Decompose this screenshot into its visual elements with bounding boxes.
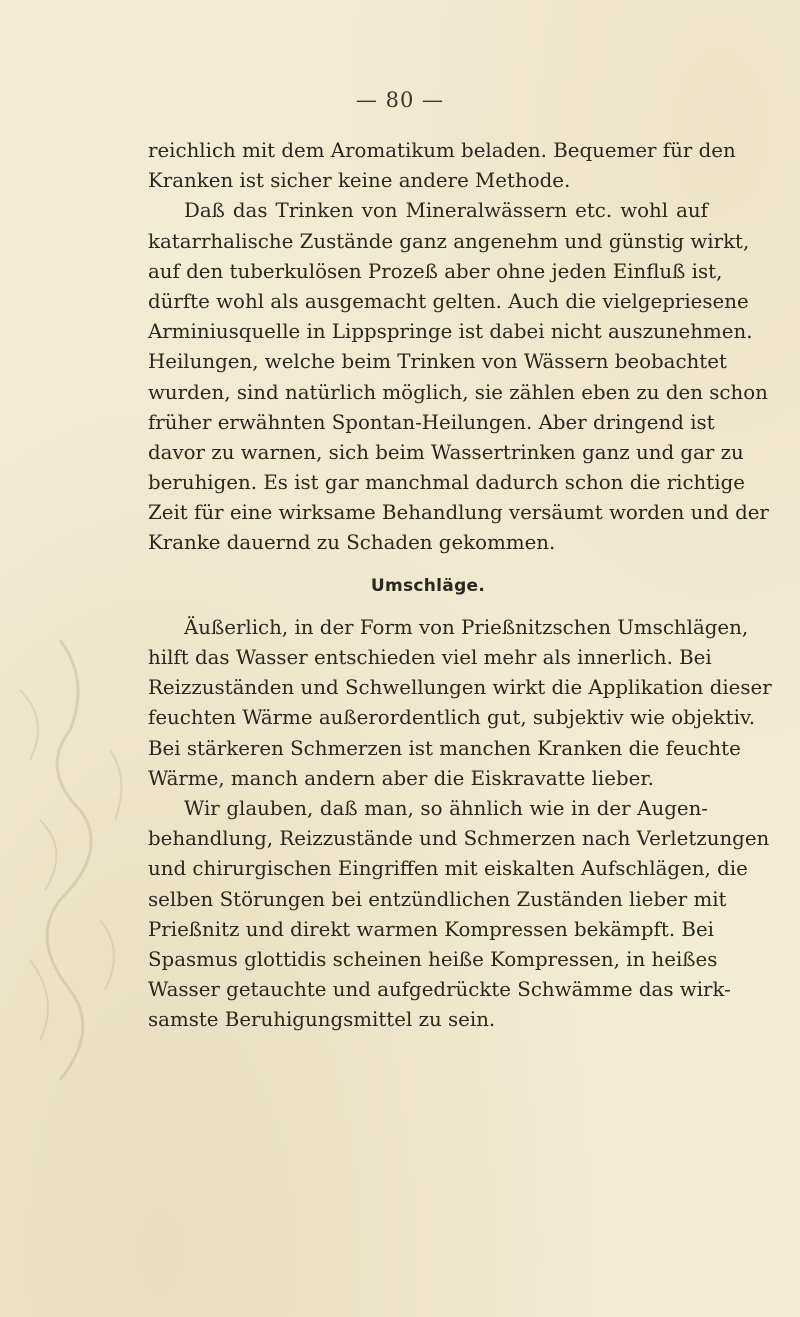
text-line: Daß das Trinken von Mineralwässern etc. wohl auf [184, 199, 708, 223]
text-line: Wärme, manch andern aber die Eiskravatte lieber. [148, 766, 654, 790]
text-line: Spasmus glottidis scheinen heiße Kompressen, in heißes [148, 947, 718, 971]
text-line: Äußerlich, in der Form von Prießnitzschen Umschlägen, [184, 615, 749, 639]
text-line: reichlich mit dem Aromatikum beladen. Bequemer für den [148, 139, 736, 162]
text-line: früher erwähnten Spontan-Heilungen. Aber dringend ist [148, 410, 715, 434]
text-line: Heilungen, welche beim Trinken von Wässern beobachtet [148, 350, 727, 374]
text-line: katarrhalische Zustände ganz angenehm und günstig wirkt, [148, 229, 750, 253]
text-line: Kranke dauernd zu Schaden gekommen. [148, 531, 556, 555]
section-heading: Umschläge. [370, 575, 486, 596]
text-line: Wasser getauchte und aufgedrückte Schwämme das wirk- [148, 978, 731, 1002]
text-line: Prießnitz und direkt warmen Kompressen bekämpft. Bei [148, 917, 714, 941]
text-line: davor zu warnen, sich beim Wassertrinken ganz und gar zu [148, 440, 744, 464]
page-number: — 80 — [355, 88, 445, 112]
text-line: hilft das Wasser entschieden viel mehr als innerlich. Bei [148, 646, 712, 669]
text-line: Reizzuständen und Schwellungen wirkt die Applikation dieser [148, 676, 772, 700]
text-line: Zeit für eine wirksame Behandlung versäumt worden und der [148, 501, 769, 525]
text-line: Arminiusquelle in Lippspringe ist dabei nicht auszunehmen. [148, 320, 753, 344]
text-line: wurden, sind natürlich möglich, sie zählen eben zu den schon [148, 380, 768, 404]
text-line: selben Störungen bei entzündlichen Zuständen lieber mit [148, 887, 727, 911]
text-line: samste Beruhigungsmittel zu sein. [148, 1008, 496, 1032]
text-line: beruhigen. Es ist gar manchmal dadurch schon die richtige [148, 471, 745, 495]
text-line: und chirurgischen Eingriffen mit eiskalten Aufschlägen, die [148, 857, 748, 881]
text-line: behandlung, Reizzustände und Schmerzen nach Verletzungen [148, 827, 770, 851]
text-line: feuchten Wärme außerordentlich gut, subjektiv wie objektiv. [148, 706, 756, 730]
text-line: Kranken ist sicher keine andere Methode. [148, 169, 571, 193]
text-line: dürfte wohl als ausgemacht gelten. Auch die vielgepriesene [148, 289, 749, 313]
text-line: Wir glauben, daß man, so ähnlich wie in der Augen- [184, 796, 708, 820]
text-line: Bei stärkeren Schmerzen ist manchen Kranken die feuchte [148, 736, 741, 760]
text-line: auf den tuberkulösen Prozeß aber ohne jeden Einfluß ist, [148, 259, 723, 283]
body-text [148, 136, 772, 1035]
